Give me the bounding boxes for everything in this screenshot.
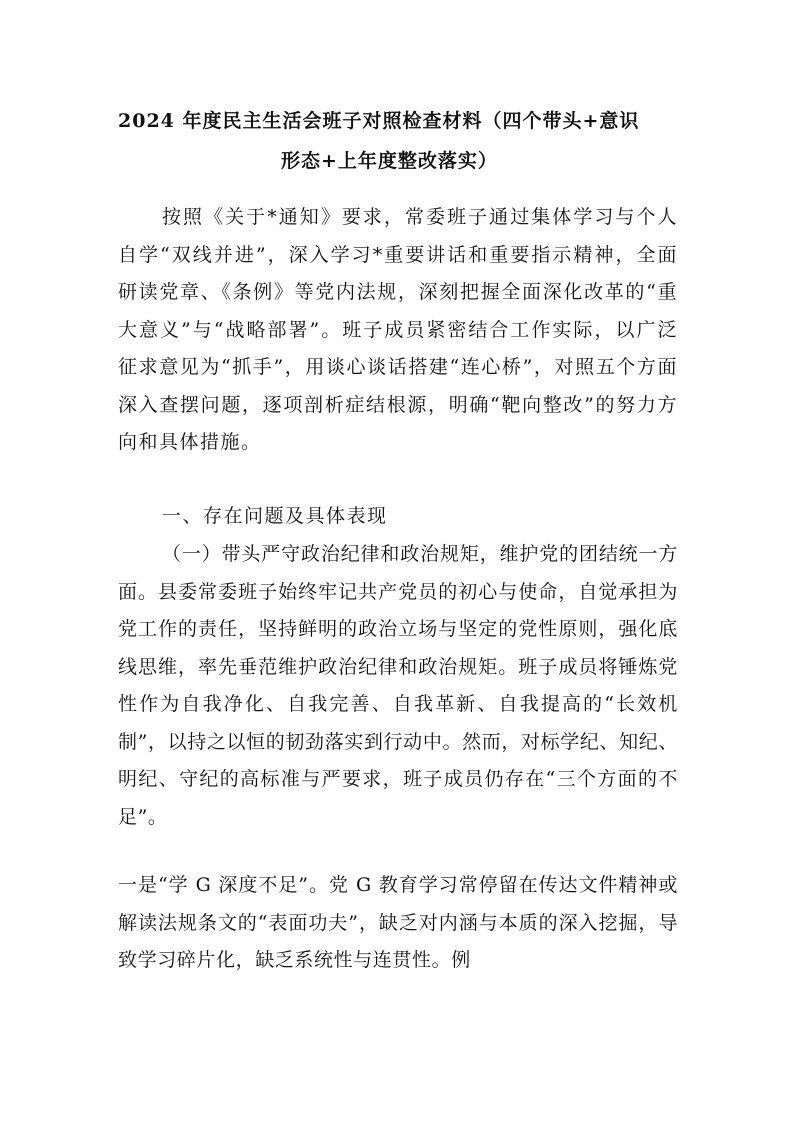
document-title-line-1: 2024 年度民主生活会班子对照检查材料（四个带头+意识 (118, 110, 640, 132)
document-title-line-2: 形态+上年度整改落实） (281, 150, 498, 172)
point-paragraph: 一是“学 G 深度不足”。党 G 教育学习常停留在传达文件精神或解读法规条文的“表面功夫”，缺乏对内涵与本质的深入挖掘，导致学习碎片化，缺乏系统性与连贯性。例 (118, 874, 678, 971)
subsection-paragraph: （一）带头严守政治纪律和政治规矩，维护党的团结统一方面。县委常委班子始终牢记共产党员的初心与使命，自觉承担为党工作的责任，坚持鲜明的政治立场与坚定的党性原则，强化底线思维，率先垂范维护政治纪律和政治规矩。班子成员将锤炼党性作为自我净化、自我完善、自我革新、自我提高的“长效机制”，以持之以恒的韧劲落实到行动中。然而，对标学纪、知纪、明纪、守纪的高标准与严要求，班子成员仍存在“三个方面的不足”。 (118, 543, 678, 828)
section-heading: 一、存在问题及具体表现 (162, 505, 388, 527)
intro-paragraph: 按照《关于*通知》要求，常委班子通过集体学习与个人自学“双线并进”，深入学习*重要讲话和重要指示精神，全面研读党章、《条例》等党内法规，深刻把握全面深化改革的“重大意义”与“战略部署”。班子成员紧密结合工作实际，以广泛征求意见为“抓手”，用谈心谈话搭建“连心桥”，对照五个方面深入查摆问题，逐项剖析症结根源，明确“靶向整改”的努力方向和具体措施。 (118, 206, 678, 453)
